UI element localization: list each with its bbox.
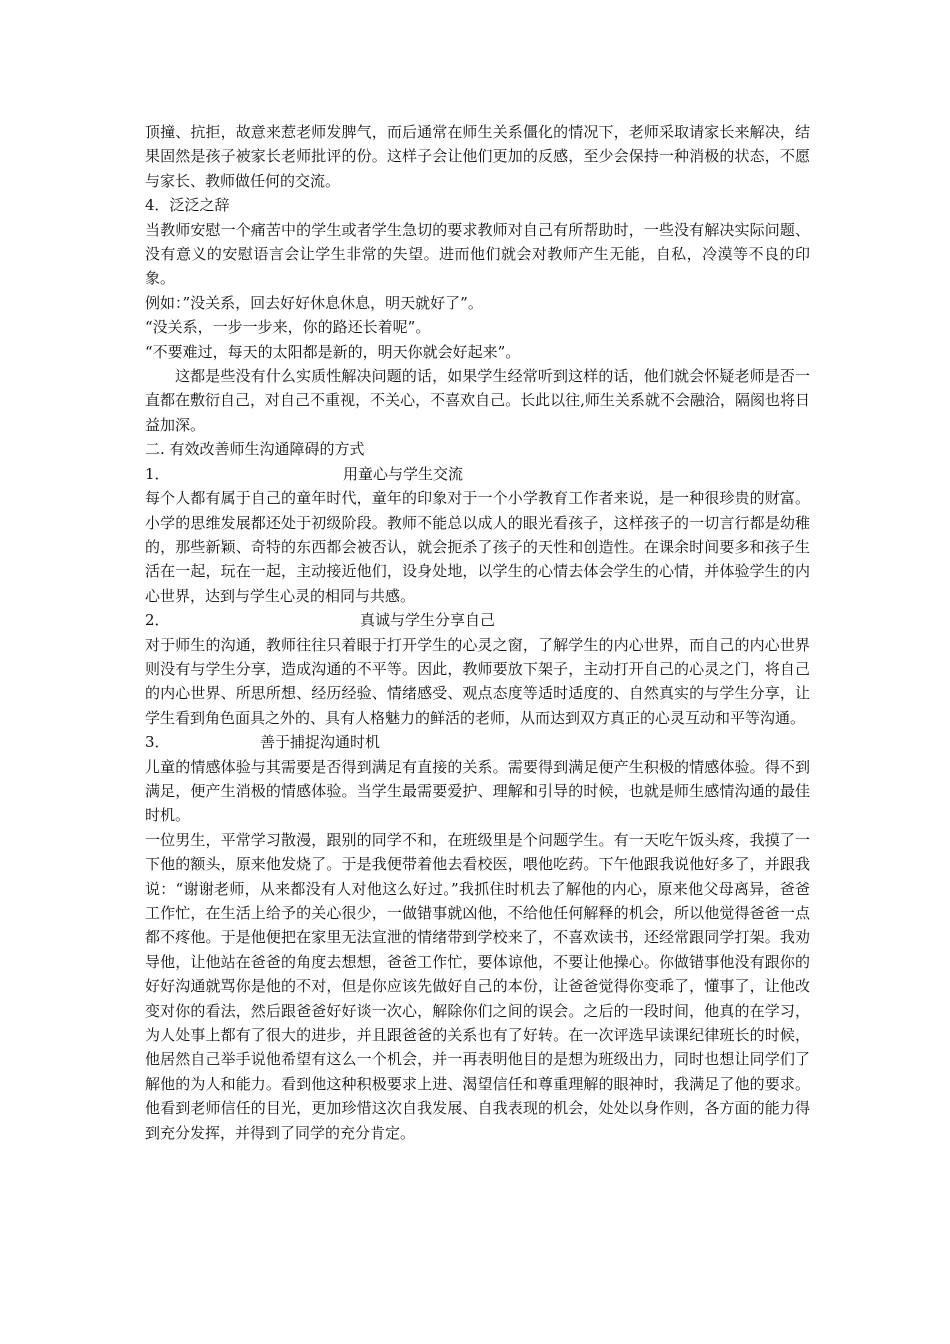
heading-number: 3．: [145, 733, 170, 752]
numbered-heading-2: [145, 608, 810, 632]
heading-text: 真诚与学生分享自己: [360, 611, 496, 630]
heading-text: 用童心与学生交流: [343, 464, 464, 483]
heading-number: 2．: [145, 611, 170, 630]
section-heading-2: 二. 有效改善师生沟通障碍的方式: [145, 440, 365, 459]
paragraph-childlike-heart: 每个人都有属于自己的童年时代，童年的印象对于一个小学教育工作者来说，是一种很珍贵的财富。小学的思维发展都还处于初级阶段。教师不能总以成人的眼光看孩子，这样孩子的一切言行都是幼稚的，那些新颖、奇特的东西都会被否认，就会扼杀了孩子的天性和创造性。在课余时间要多和孩子生活在一起，玩在一起，主动接近他们，设身处地，以学生的心情去体会学生的心情，并体验学生的内心世界，达到与学生心灵的相同与共感。: [145, 489, 810, 605]
paragraph-sincere-sharing: 对于师生的沟通，教师往往只着眼于打开学生的心灵之窗，了解学生的内心世界，而自己的内心世界则没有与学生分享，造成沟通的不平等。因此，教师要放下架子，主动打开自己的心灵之门，将自己的内心世界、所思所想、经历经验、情绪感受、观点态度等适时适度的、自然真实的与学生分享，让学生看到角色面具之外的、具有人格魅力的鲜活的老师，从而达到双方真正的心灵互动和平等沟通。: [145, 635, 810, 727]
example-line-2: “没关系，一步一步来，你的路还长着呢”。: [145, 318, 431, 337]
heading-number: 1．: [145, 464, 170, 483]
paragraph-consequence: 这都是些没有什么实质性解决问题的话，如果学生经常听到这样的话，他们就会怀疑老师是否一直都在敷衍自己，对自己不重视，不关心，不喜欢自己。长此以往,师生关系就不会融洽，隔阂也将日益加深。: [145, 367, 810, 434]
example-line-1: 例如：”没关系，回去好好休息休息，明天就好了”。: [145, 293, 483, 312]
heading-4-empty-words: 4．泛泛之辞: [145, 196, 230, 215]
numbered-heading-3: [145, 730, 810, 754]
paragraph-timing: 儿童的情感体验与其需要是否得到满足有直接的关系。需要得到满足便产生积极的情感体验。得不到满足，便产生消极的情感体验。当学生最需要爱护、理解和引导的时候，也就是师生感情沟通的最佳时机。: [145, 757, 810, 825]
paragraph-case-story: 一位男生，平常学习散漫，跟别的同学不和，在班级里是个问题学生。有一天吃午饭头疼，我摸了一下他的额头，原来他发烧了。于是我便带着他去看校医，喂他吃药。下午他跟我说他好多了，并跟我说：“谢谢老师，从来都没有人对他这么好过。”我抓住时机去了解他的内心，原来他父母离异，爸爸工作忙，在生活上给予的关心很少，一做错事就凶他，不给他任何解释的机会，所以他觉得爸爸一点都不疼他。于是他便把在家里无法宣泄的情绪带到学校来了，不喜欢读书，还经常跟同学打架。我劝导他，让他站在爸爸的角度去想想，爸爸工作忙，要体谅他，不要让他操心。你做错事他没有跟你的好好沟通就骂你是他的不对，但是你应该先做好自己的本份，让爸爸觉得你变乖了，懂事了，让他改变对你的看法，然后跟爸爸好好谈一次心，解除你们之间的误会。之后的一段时间，他真的在学习，为人处事上都有了很大的进步，并且跟爸爸的关系也有了好转。在一次评选早读课纪律班长的时候，他居然自己举手说他希望有这么一个机会，并一再表明他目的是想为班级出力，同时也想让同学们了解他的为人和能力。看到他这种积极要求上进、渴望信任和尊重理解的眼神时，我满足了他的要求。他看到老师信任的目光，更加珍惜这次自我发展、自我表现的机会，处处以身作则，各方面的能力得到充分发挥，并得到了同学的充分肯定。: [145, 830, 810, 1142]
paragraph-conflict: 顶撞、抗拒，故意来惹老师发脾气，而后通常在师生关系僵化的情况下，老师采取请家长来解决，结果固然是孩子被家长老师批评的份。这样子会让他们更加的反感，至少会保持一种消极的状态，不愿与家长、教师做任何的交流。: [145, 123, 810, 190]
example-line-3: “不要难过，每天的太阳都是新的，明天你就会好起来”。: [145, 342, 521, 361]
numbered-heading-1: [145, 462, 810, 486]
document-page: [145, 120, 810, 1145]
paragraph-comfort: 当教师安慰一个痛苦中的学生或者学生急切的要求教师对自己有所帮助时，一些没有解决实际问题、没有意义的安慰语言会让学生非常的失望。进而他们就会对教师产生无能，自私，冷漠等不良的印象。: [145, 220, 810, 288]
heading-text: 善于捕捉沟通时机: [260, 733, 381, 752]
